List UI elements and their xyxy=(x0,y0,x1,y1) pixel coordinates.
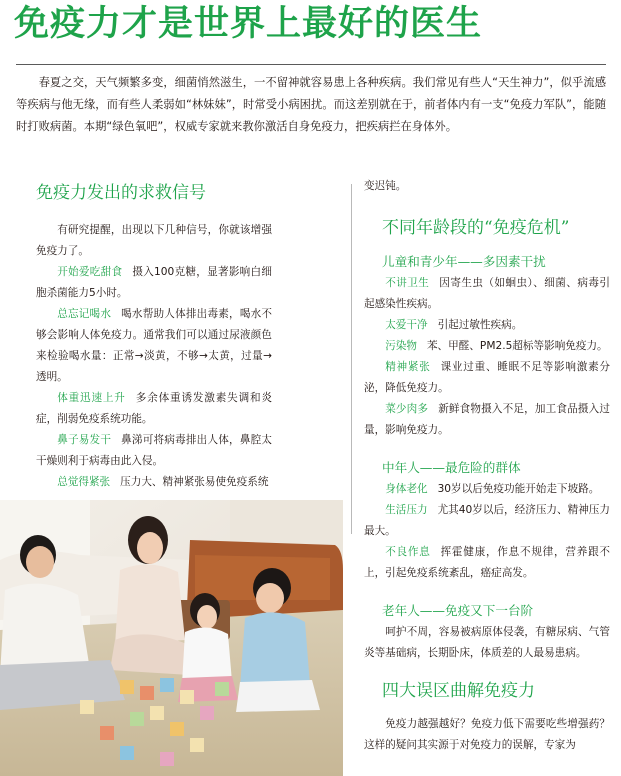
age-item-label: 污染物 xyxy=(385,340,417,352)
intro-paragraph: 春夏之交，天气频繁多变，细菌悄然滋生，一不留神就容易患上各种疾病。我们常见有些人“天生神力”，似乎流感等疾病与他无缘，而有些人柔弱如“林妹妹”，时常受小病困扰。而这差别就在于，前者体内有一支“免疫力军队”，能随时打败病菌。本期“绿色氧吧”，权威专家就来教你激活自身免疫力，把疾病拦在身体外。 xyxy=(16,76,606,133)
myths-text: 免疫力越强越好？免疫力低下需要吃些增强药？这样的疑问其实源于对免疫力的误解，专家为 xyxy=(364,718,610,751)
age-item-text: 尤其40岁以后，经济压力、精神压力最大。 xyxy=(364,504,611,537)
age-item-label: 生活压力 xyxy=(385,504,428,516)
article-title: 免疫力才是世界上最好的医生 xyxy=(14,4,483,44)
signal-item xyxy=(36,262,272,304)
signal-text: 多余体重诱发激素失调和炎症，削弱免疫系统功能。 xyxy=(36,392,273,425)
group-heading-elderly: 老年人——免疫又下一台阶 xyxy=(382,603,534,618)
age-item-text: 30岁以后免疫功能开始走下坡路。 xyxy=(437,483,600,495)
column-divider xyxy=(351,184,352,534)
elderly-text: 呵护不周，容易被病原体侵袭，有糖尿病、气管炎等基础病，长期卧床，体质差的人最易患病。 xyxy=(364,626,610,659)
signals-lead: 有研究提醒，出现以下几种信号，你就该增强免疫力了。 xyxy=(36,224,272,257)
signal-label: 总觉得紧张 xyxy=(57,476,111,488)
age-item-text: 引起过敏性疾病。 xyxy=(437,319,523,331)
age-item-label: 不讲卫生 xyxy=(385,277,430,289)
age-item xyxy=(364,273,610,315)
age-item-text: 因寄生虫（如蛔虫）、细菌、病毒引起感染性疾病。 xyxy=(364,277,610,310)
title-divider xyxy=(16,64,606,65)
signal-item xyxy=(36,388,272,430)
age-item-text: 苯、甲醛、PM2.5超标等影响免疫力。 xyxy=(426,340,608,352)
myths-title: 四大误区曲解免疫力 xyxy=(382,681,535,701)
family-photo xyxy=(0,500,343,776)
age-item-label: 精神紧张 xyxy=(385,361,431,373)
age-item-label: 太爱干净 xyxy=(385,319,428,331)
age-item xyxy=(364,479,610,500)
signal-label: 总忘记喝水 xyxy=(57,308,112,320)
signal-label: 鼻子易发干 xyxy=(57,434,112,446)
age-item xyxy=(364,336,610,357)
age-item-label: 不良作息 xyxy=(385,546,431,558)
age-item-text: 课业过重、睡眠不足等影响激素分泌，降低免疫力。 xyxy=(364,361,611,394)
signal-text: 摄入100克糖，显著影响白细胞杀菌能力5小时。 xyxy=(36,266,272,299)
signal-item xyxy=(36,430,272,472)
age-item xyxy=(364,357,610,399)
signal-item xyxy=(36,472,272,493)
age-item xyxy=(364,542,610,584)
signals-section xyxy=(36,178,272,493)
group-heading-adults: 中年人——最危险的群体 xyxy=(382,460,521,475)
signal-text: 喝水帮助人体排出毒素，喝水不够会影响人体免疫力。通常我们可以通过尿液颜色来检验喝水量：正常→淡黄，不够→太黄，过量→透明。 xyxy=(36,308,273,383)
age-item-label: 菜少肉多 xyxy=(385,403,429,415)
signals-continuation: 变迟钝。 xyxy=(364,180,407,192)
signal-label: 体重迅速上升 xyxy=(57,392,126,404)
age-item-label: 身体老化 xyxy=(385,483,428,495)
age-item-text: 新鲜食物摄入不足，加工食品摄入过量，影响免疫力。 xyxy=(364,403,611,436)
ages-section xyxy=(364,176,610,756)
ages-title: 不同年龄段的“免疫危机” xyxy=(382,218,570,238)
signals-title: 免疫力发出的求救信号 xyxy=(36,183,206,203)
age-item xyxy=(364,399,610,441)
age-item xyxy=(364,500,610,542)
signal-text: 鼻涕可将病毒排出人体，鼻腔太干燥则利于病毒由此入侵。 xyxy=(36,434,273,467)
signal-item xyxy=(36,304,272,388)
signal-label: 开始爱吃甜食 xyxy=(57,266,123,278)
age-item xyxy=(364,315,610,336)
group-heading-children: 儿童和青少年——多因素干扰 xyxy=(382,254,546,269)
age-item-text: 挥霍健康，作息不规律，营养跟不上，引起免疫系统紊乱，癌症高发。 xyxy=(364,546,611,579)
signal-text: 压力大、精神紧张易使免疫系统 xyxy=(120,476,269,488)
